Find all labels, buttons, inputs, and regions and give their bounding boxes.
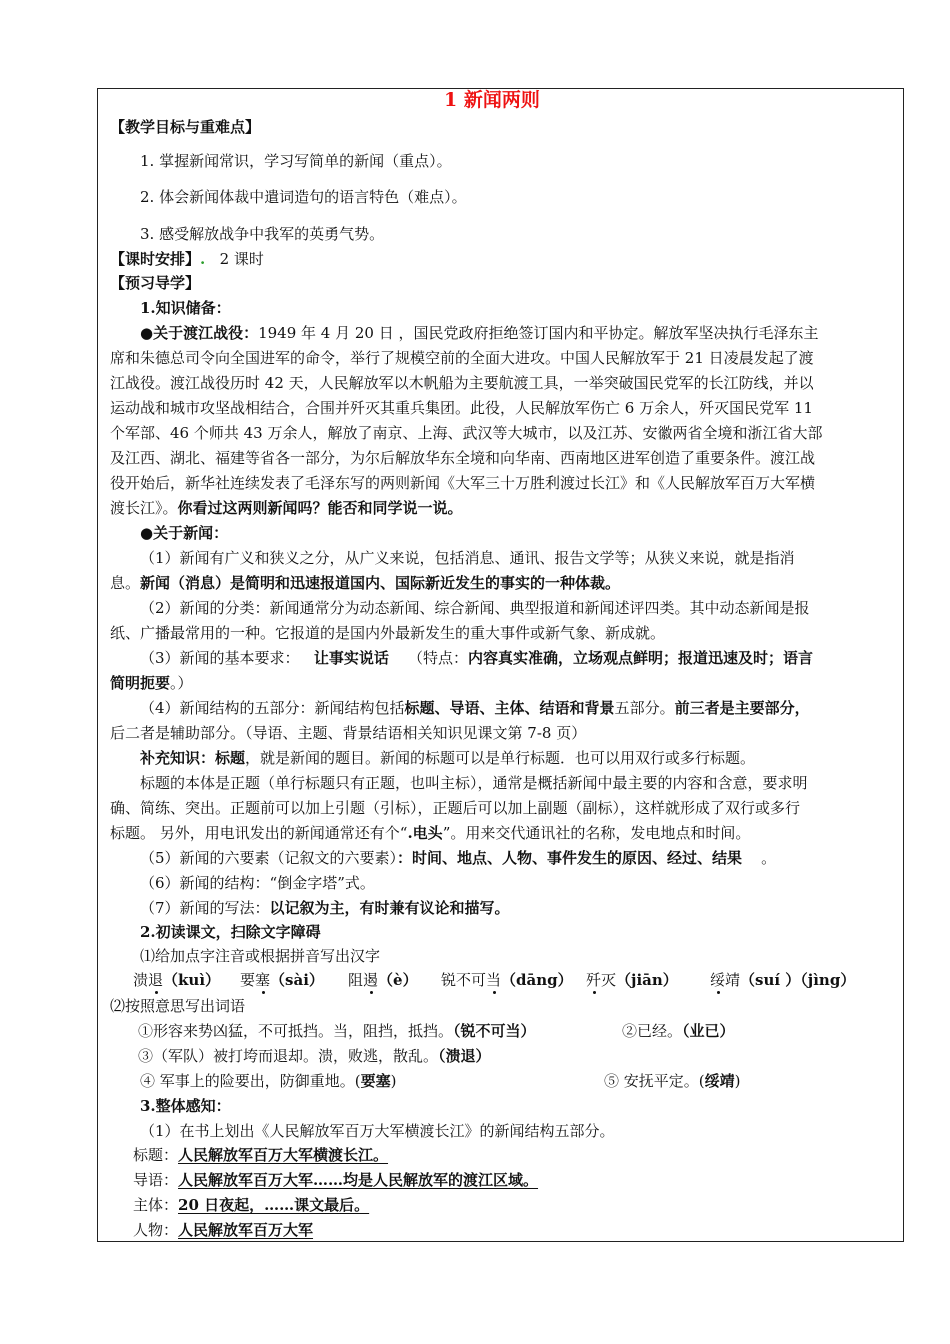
definition-2 [622,1021,735,1041]
structure-label: 导语： [133,1171,179,1189]
supplement-text: ”。用来交代通讯社的名称，发电地点和时间。 [442,824,751,842]
pinyin-item-1 [133,970,220,990]
pinyin-item-3 [348,970,418,990]
battle-line-3: 江战役。渡江战役历时 42 天，人民解放军以木帆船为主要航渡工具，一举突破国民党军的长江防线，并以 [110,374,814,392]
news-definition: 新闻（消息）是简明和迅速报道国内、国际新近发生的事实的一种体裁。 [140,574,621,592]
supplement-term: 标题 [215,749,246,767]
news-p2-b: 纸、广播最常用的一种。它报道的是国内外最新发生的重大事件或新气象、新成就。 [110,624,666,642]
pinyin-char: 靖 [725,971,741,989]
pinyin-reading: （jiān） [616,971,678,989]
structure-row [133,1145,388,1165]
definition-text: ③（军队）被打垮而退却。溃，败逃，散乱。 [138,1047,439,1065]
news-text: 五部分。 [614,699,675,717]
structure-label: 人物： [133,1221,179,1239]
heading-preview: 【预习导学】 [110,274,201,292]
structure-value: 人民解放军百万大军……均是人民解放军的渡江区域。 [178,1171,539,1189]
subheading-reading: 2.初读课文，扫除文字障碍 [140,923,321,941]
definition-1 [138,1021,536,1041]
news-p1-b [110,573,620,593]
pinyin-item-4 [441,970,573,990]
definition-answer: （业已） [682,1022,735,1040]
structure-value: 人民解放军百万大军横渡长江。 [178,1146,389,1164]
news-text: 。 [761,849,777,867]
dotted-char: 退 [148,971,164,989]
dotted-char: 遏 [363,971,379,989]
definition-text: ⑤ 安抚平定。( [604,1072,705,1090]
question-2: ⑵按照意思写出词语 [110,997,246,1015]
news-p5 [140,848,776,868]
news-p6: （6）新闻的结构：“倒金字塔”式。 [140,874,375,892]
dotted-char: 塞 [255,971,271,989]
battle-text: 渡长江》。 [110,499,178,517]
battle-line-2: 席和朱德总司令向全国进军的命令，举行了规模空前的全面大进攻。中国人民解放军于 21 日凌晨发起了渡 [110,349,814,367]
schedule-line [110,249,264,269]
definition-answer: （锐不可当） [453,1022,536,1040]
news-text: （特点： [407,649,468,667]
news-text: （4）新闻结构的五部分：新闻结构包括 [140,699,405,717]
definition-answer: 绥靖 [704,1072,735,1090]
definition-text: ②已经。 [622,1022,683,1040]
subheading-knowledge: 1.知识储备： [140,299,231,317]
supplement-line-1 [140,748,755,768]
pinyin-reading: （è） [378,971,418,989]
schedule-value: 2 课时 [219,250,264,268]
pinyin-reading: （suí ）（jìng） [740,971,856,989]
heading-goals: 【教学目标与重难点】 [110,118,261,136]
pinyin-reading: （kuì） [163,971,221,989]
battle-question: 你看过这两则新闻吗？能否和同学说一说。 [177,499,463,517]
pinyin-char: 溃 [133,971,149,989]
definition-3 [138,1046,491,1066]
goal-item-3: 3. 感受解放战争中我军的英勇气势。 [140,225,385,243]
news-text: （7）新闻的写法： [140,899,270,917]
news-main-parts: 前三者是主要部分， [674,699,810,717]
supplement-line-2: 标题的本体是正题（单行标题只有正题，也叫主标），通常是概括新闻中最主要的内容和含意，要求明 [140,774,808,792]
pinyin-item-5 [586,970,678,990]
pinyin-reading: （dāng） [501,971,573,989]
news-p3-b [110,673,193,693]
battle-text: 1949 年 4 月 20 日 ，国民党政府拒绝签订国内和平协定。解放军坚决执行毛泽东主 [258,324,819,342]
battle-line-5: 个军部、46 个师共 43 万余人，解放了南京、上海、武汉等大城市，以及江苏、安徽两省全境和浙江省大部 [110,424,823,442]
definition-5 [604,1071,741,1091]
structure-row [133,1195,369,1215]
goal-item-1: 1. 掌握新闻常识，学习写简单的新闻（重点）。 [140,152,452,170]
supplement-line-4 [110,823,750,843]
definition-text: ①形容来势凶猛，不可抵挡。当，阻挡，抵挡。 [138,1022,454,1040]
definition-text: ④ 军事上的险要出，防御重地。( [140,1072,361,1090]
supplement-line-3: 确、简练、突出。正题前可以加上引题（引标），正题后可以加上副题（副标），这样就形成了双行或多行 [110,799,801,817]
news-text: （3）新闻的基本要求： [140,649,300,667]
pinyin-char: 要 [240,971,256,989]
pinyin-char: 锐不可 [441,971,487,989]
structure-label: 主体： [133,1196,179,1214]
definition-answer: （溃退） [438,1047,491,1065]
pinyin-item-2 [240,970,324,990]
question-1: ⑴给加点字注音或根据拼音写出汉字 [140,947,381,965]
definition-text: ) [390,1072,397,1090]
news-text: 。） [170,674,193,692]
page-title: 1 新闻两则 [444,89,540,111]
news-features: 内容真实准确，立场观点鲜明；报道迅速及时；语言 [467,649,813,667]
news-p1-a: （1）新闻有广义和狭义之分，从广义来说，包括消息、通讯、报告文学等；从狭义来说，就是指消 [140,549,795,567]
news-writing: 以记叙为主，有时兼有议论和描写。 [269,899,510,917]
definition-answer: 要塞 [360,1072,391,1090]
battle-line-8 [110,498,463,518]
pinyin-reading: （sài） [270,971,324,989]
dotted-char: 歼 [586,971,602,989]
supplement-label: 补充知识： [140,749,216,767]
news-elements: ：时间、地点、人物、事件发生的原因、经过、结果 [397,849,743,867]
supplement-term: .电头 [407,824,443,842]
green-mark: . [200,250,206,268]
news-p4-a [140,698,810,718]
definition-4 [140,1071,397,1091]
battle-line-1 [140,323,819,343]
news-heading: ●关于新闻： [140,524,229,542]
battle-heading: ●关于渡江战役： [140,324,259,342]
battle-line-4: 运动战和城市攻坚战相结合，合围并歼灭其重兵集团。此役，人民解放军伤亡 6 万余人，歼灭国民党军 11 [110,399,813,417]
news-p2-a: （2）新闻的分类：新闻通常分为动态新闻、综合新闻、典型报道和新闻述评四类。其中动态新闻是报 [140,599,810,617]
news-p4-b: 后二者是辅助部分。（导语、主题、背景结语相关知识见课文第 7-8 页） [110,724,587,742]
structure-value: 20 日夜起，……课文最后。 [178,1196,370,1214]
news-text: 息。 [110,574,141,592]
supplement-text: ，就是新闻的题目。新闻的标题可以是单行标题．也可以用双行或多行标题。 [245,749,756,767]
news-structure: 标题、导语、主体、结语和背景 [404,699,615,717]
pinyin-char: 阻 [348,971,364,989]
structure-label: 标题： [133,1146,179,1164]
news-text: （5）新闻的六要素（记叙文的六要素） [140,849,398,867]
pinyin-item-6 [710,970,855,990]
news-p3-a [140,648,813,668]
dotted-char: 绥 [710,971,726,989]
news-features: 简明扼要 [110,674,171,692]
subheading-overview: 3.整体感知： [140,1097,231,1115]
battle-line-7: 役开始后，新华社连续发表了毛泽东写的两则新闻《大军三十万胜利渡过长江》和《人民解放军百万大军横 [110,474,816,492]
structure-row [133,1170,538,1190]
news-requirement: 让事实说话 [313,649,389,667]
battle-line-6: 及江西、湖北、福建等省各一部分，为尔后解放华东全境和向华南、西南地区进军创造了重要条件。渡江战 [110,449,816,467]
structure-value: 人民解放军百万大军 [178,1221,314,1239]
news-p7 [140,898,510,918]
overview-task: （1）在书上划出《人民解放军百万大军横渡长江》的新闻结构五部分。 [140,1122,615,1140]
heading-schedule: 【课时安排】 [110,250,201,268]
dotted-char: 当 [486,971,502,989]
structure-row [133,1220,313,1240]
goal-item-2: 2. 体会新闻体裁中遣词造句的语言特色（难点）。 [140,188,467,206]
definition-text: ) [734,1072,741,1090]
pinyin-char: 灭 [601,971,617,989]
supplement-text: 标题。 另外，用电讯发出的新闻通常还有个“ [110,824,408,842]
